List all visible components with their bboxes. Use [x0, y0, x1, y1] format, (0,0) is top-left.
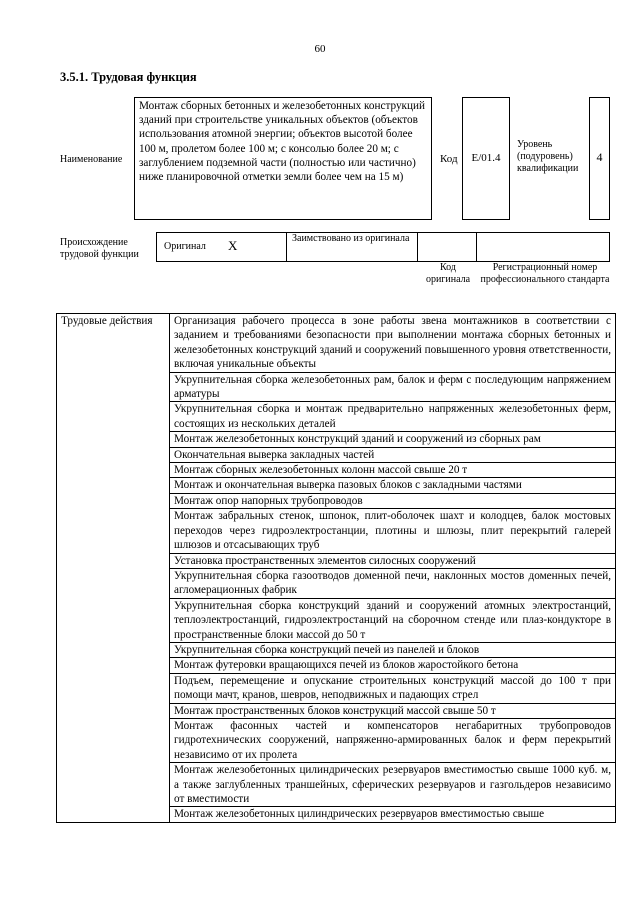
- page-number: 60: [314, 43, 326, 55]
- action-item: Монтаж опор напорных трубопроводов: [170, 493, 616, 508]
- level-value: 4: [596, 150, 603, 164]
- code-box: [462, 97, 510, 220]
- section-title: 3.5.1. Трудовая функция: [60, 70, 197, 84]
- code-label: Код: [440, 153, 458, 165]
- origin-label: Происхождение трудовой функции: [60, 237, 139, 260]
- action-item: Установка пространственных элементов силосных сооружений: [170, 553, 616, 568]
- action-item: Монтаж сборных железобетонных колонн массой свыше 20 т: [170, 463, 616, 478]
- action-item: Укрупнительная сборка конструкций печей из панелей и блоков: [170, 642, 616, 657]
- action-item: Укрупнительная сборка конструкций зданий и сооружений атомных электростанций, теплоэлектростанций, гидроэлектростанций на сборочном стенде или плаз-кондукторе в пространственные блоки массой до 50 т: [170, 598, 616, 642]
- origin-divider-2: [417, 232, 418, 262]
- action-item: Монтаж и окончательная выверка пазовых блоков с закладными частями: [170, 478, 616, 493]
- function-name: Монтаж сборных бетонных и железобетонных конструкций зданий при строительстве уникальных объектов (объектов использования атомной энергии; объектов высотой более 100 м, пролетом более 100 м; с консолью более 20 м; с заглублением подземной части (полностью или частично) ниже планировочной отметки земли более чем на 15 м): [139, 100, 425, 184]
- original-label: Оригинал: [164, 241, 206, 252]
- action-item: Монтаж фасонных частей и компенсаторов негабаритных трубопроводов гидротехнических сооружений, напряженно-армированных балок и ферм перекрытий независимо от их пролета: [170, 718, 616, 762]
- actions-label: Трудовые действия: [57, 314, 170, 823]
- level-box: [589, 97, 610, 220]
- action-item: Окончательная выверка закладных частей: [170, 447, 616, 462]
- action-item: Монтаж пространственных блоков конструкций массой свыше 50 т: [170, 703, 616, 718]
- action-item: Монтаж железобетонных конструкций зданий и сооружений из сборных рам: [170, 432, 616, 447]
- name-label: Наименование: [60, 154, 123, 165]
- action-item: Подъем, перемещение и опускание строительных конструкций массой до 100 т при помощи мачт, кранов, шевров, неподвижных и падающих стрел: [170, 673, 616, 703]
- action-item: Монтаж забральных стенок, шпонок, плит-оболочек шахт и колодцев, балок мостовых переходов через гидроэлектростанции, плотины и шлюзы, плит перекрытий галерей шлюзов и отсасывающих труб: [170, 509, 616, 553]
- table-row: [57, 314, 616, 373]
- reg-number-caption: Регистрационный номер профессионального стандарта: [480, 262, 610, 285]
- origin-divider-3: [476, 232, 477, 262]
- action-item: Монтаж железобетонных цилиндрических резервуаров вместимостью свыше 1000 куб. м, а также заглубленных траншейных, сферических резервуаров и газгольдеров независимо от вместимости: [170, 763, 616, 807]
- code-value: E/01.4: [471, 152, 501, 164]
- action-item: Укрупнительная сборка газоотводов доменной печи, наклонных мостов доменных печей, агломерационных фабрик: [170, 568, 616, 598]
- action-item: Монтаж футеровки вращающихся печей из блоков жаростойкого бетона: [170, 658, 616, 673]
- action-item: Укрупнительная сборка железобетонных рам, балок и ферм с последующим напряжением арматуры: [170, 372, 616, 402]
- original-code-caption: Код оригинала: [425, 262, 471, 285]
- action-item: Монтаж железобетонных цилиндрических резервуаров вместимостью свыше: [170, 807, 616, 822]
- original-mark: X: [228, 238, 238, 253]
- level-label: Уровень (подуровень) квалификации: [517, 139, 579, 174]
- borrowed-label: Заимствовано из оригинала: [292, 233, 410, 244]
- function-name-box: [134, 97, 432, 220]
- origin-divider-1: [286, 232, 287, 262]
- actions-table: [56, 313, 616, 823]
- action-item: Укрупнительная сборка и монтаж предварительно напряженных железобетонных ферм, состоящих из нескольких деталей: [170, 402, 616, 432]
- action-item: Организация рабочего процесса в зоне работы звена монтажников в соответствии с заданием и требованиями безопасности при выполнении монтажа сборных бетонных и железобетонных конструкций зданий и сооружений повышенного уровня ответственности, включая уникальные объекты: [170, 314, 616, 373]
